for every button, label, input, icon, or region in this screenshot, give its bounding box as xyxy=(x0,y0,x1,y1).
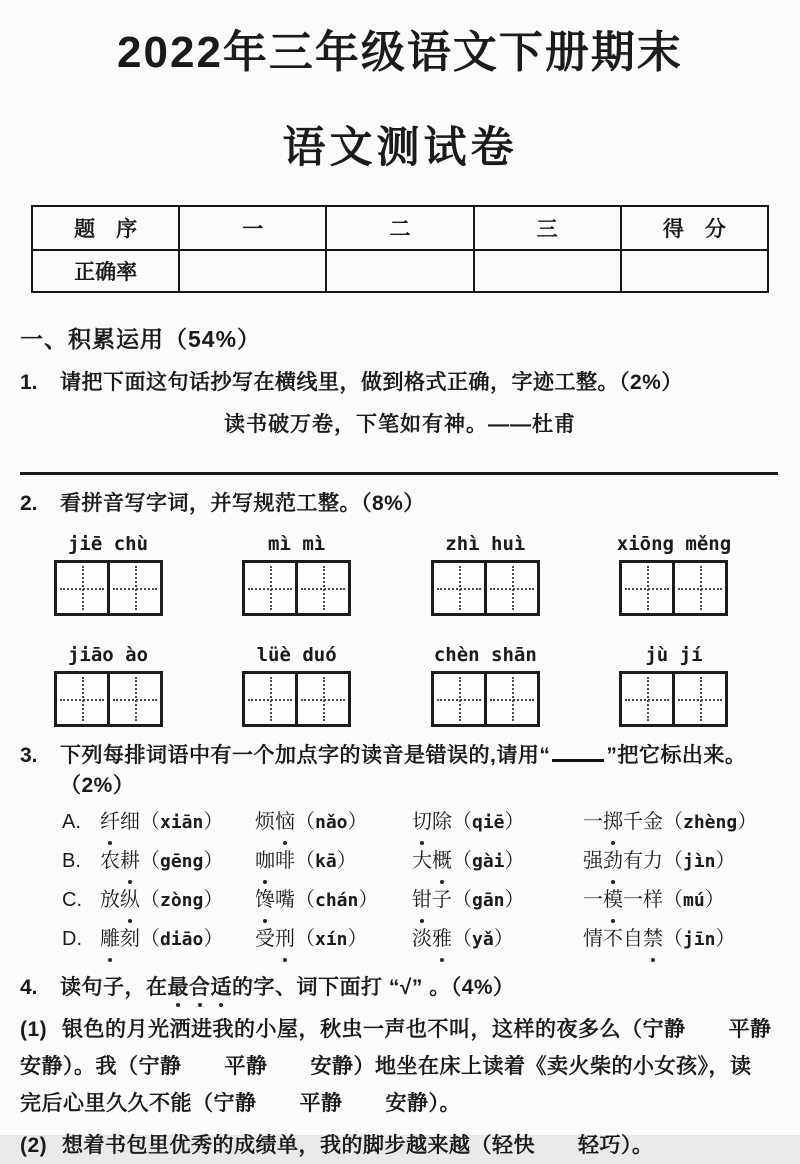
pinyin-text: gài xyxy=(472,851,505,872)
pinyin-group xyxy=(244,533,350,616)
writing-box-pair xyxy=(54,560,163,616)
choice-row xyxy=(62,803,800,842)
word-char: 农 xyxy=(100,850,120,872)
dotted-char: 最 xyxy=(168,973,190,1003)
word-char: 受 xyxy=(255,928,275,950)
pinyin-group xyxy=(55,533,161,616)
question-1-text: 请把下面这句话抄写在横线里，做到格式正确，字迹工整。（2%） xyxy=(60,371,683,394)
score-cell-empty xyxy=(621,250,768,292)
word-item xyxy=(100,842,255,881)
dotted-char: 概 xyxy=(432,842,452,880)
pinyin-annotation: （qiē） xyxy=(452,811,525,833)
writing-box-pair xyxy=(242,560,351,616)
word-char: 一 xyxy=(583,811,603,833)
pinyin-group xyxy=(432,533,538,616)
sentence-text: 完后心里久久不能（宁静 平静 安静）。 xyxy=(20,1092,461,1115)
score-header-section-1: 一 xyxy=(179,206,326,250)
choice-row xyxy=(62,842,800,881)
word-char: 自 xyxy=(623,928,643,950)
pinyin-text: jìn xyxy=(683,851,716,872)
dotted-char: 咖 xyxy=(255,842,275,880)
word-char: 一 xyxy=(623,889,643,911)
exam-title-line2: 语文测试卷 xyxy=(282,124,518,172)
tian-grid-box xyxy=(484,671,540,727)
word-item xyxy=(583,881,800,920)
question-4-text xyxy=(60,973,780,1003)
word-char: 样 xyxy=(643,889,663,911)
tian-grid-box xyxy=(242,560,298,616)
sentence-line xyxy=(20,1085,780,1122)
dotted-char: 劲 xyxy=(603,842,623,880)
answer-blank-underline xyxy=(552,743,604,762)
question-4 xyxy=(20,973,780,1003)
word-item xyxy=(412,842,583,881)
tian-grid-box xyxy=(672,671,728,727)
dotted-char: 恼 xyxy=(275,803,295,841)
question-2-text: 看拼音写字词，并写规范工整。（8%） xyxy=(60,492,425,515)
word-item xyxy=(100,803,255,842)
score-cell-empty xyxy=(326,250,473,292)
tian-grid-box xyxy=(431,560,487,616)
dotted-char: 馋 xyxy=(255,881,275,919)
question-3-text-post: ”把它标出来。（2%） xyxy=(60,744,747,797)
pinyin-label: jiē chù xyxy=(67,533,149,555)
pinyin-text: gān xyxy=(472,890,505,911)
question-2 xyxy=(20,489,780,519)
word-char: 金 xyxy=(643,811,663,833)
score-header-section-3: 三 xyxy=(474,206,621,250)
pinyin-text: nǎo xyxy=(315,812,348,833)
tian-grid-box xyxy=(295,560,351,616)
pinyin-annotation: （yǎ） xyxy=(452,928,514,950)
pinyin-annotation: （xín） xyxy=(295,928,368,950)
choice-label: B. xyxy=(62,850,81,872)
writing-box-pair xyxy=(619,671,728,727)
question-4-text-post: 的字、词下面打 “√” 。（4%） xyxy=(232,976,515,999)
pinyin-annotation: （zòng） xyxy=(140,889,224,911)
dotted-char: 钳 xyxy=(412,881,432,919)
tian-grid-box xyxy=(54,671,110,727)
word-char: 刻 xyxy=(120,928,140,950)
choice-row xyxy=(62,920,800,959)
question-1-quote: 读书破万卷，下笔如有神。——杜甫 xyxy=(224,413,576,436)
score-table xyxy=(31,205,769,293)
choice-label: C. xyxy=(62,889,82,911)
question-3-text xyxy=(60,741,780,801)
writing-box-pair xyxy=(54,671,163,727)
writing-box-pair xyxy=(242,671,351,727)
pinyin-annotation: （zhèng） xyxy=(663,811,758,833)
sentence-line xyxy=(20,1011,780,1048)
question-3-number: 3. xyxy=(20,744,38,767)
dotted-char: 雅 xyxy=(432,920,452,958)
pinyin-label: lüè duó xyxy=(256,644,337,666)
word-char: 除 xyxy=(432,811,452,833)
dotted-char: 雕 xyxy=(100,920,120,958)
word-item xyxy=(412,803,583,842)
word-item xyxy=(100,920,255,959)
pinyin-group xyxy=(244,644,350,727)
tian-grid-box xyxy=(484,560,540,616)
q3-rows xyxy=(0,803,800,959)
pinyin-text: gēng xyxy=(160,851,204,872)
pinyin-annotation: （diāo） xyxy=(140,928,224,950)
pinyin-text: zòng xyxy=(160,890,204,911)
score-table-header-row xyxy=(32,206,768,250)
pinyin-label: zhì huì xyxy=(445,533,526,555)
pinyin-group xyxy=(432,644,538,727)
score-cell-empty xyxy=(179,250,326,292)
accuracy-row-label: 正确率 xyxy=(32,250,179,292)
sub-question-label: (2) xyxy=(20,1134,48,1157)
writing-box-pair xyxy=(431,671,540,727)
score-header-score: 得 分 xyxy=(621,206,768,250)
pinyin-annotation: （jìn） xyxy=(663,850,736,872)
tian-grid-box xyxy=(107,671,163,727)
tian-grid-box xyxy=(672,560,728,616)
word-char: 放 xyxy=(100,889,120,911)
pinyin-text: xiān xyxy=(160,812,204,833)
tian-grid-box xyxy=(295,671,351,727)
word-char: 一 xyxy=(583,889,603,911)
word-char: 有 xyxy=(623,850,643,872)
pinyin-text: qiē xyxy=(472,812,505,833)
sentence-line xyxy=(20,1048,780,1085)
word-char: 情 xyxy=(583,928,603,950)
tian-grid-box xyxy=(619,560,675,616)
pinyin-annotation: （nǎo） xyxy=(295,811,368,833)
exam-title-line1: 2022年三年级语文下册期末 xyxy=(117,28,683,77)
word-item xyxy=(255,881,412,920)
word-item xyxy=(412,920,583,959)
pinyin-text: zhèng xyxy=(683,812,738,833)
q4-sub1 xyxy=(20,1011,780,1122)
pinyin-text: mú xyxy=(683,890,705,911)
pinyin-annotation: （jīn） xyxy=(663,928,736,950)
word-item xyxy=(412,881,583,920)
pinyin-row-2 xyxy=(55,644,727,727)
dotted-char: 掷 xyxy=(603,803,623,841)
pinyin-label: mì mì xyxy=(268,533,326,555)
pinyin-annotation: （kā） xyxy=(295,850,357,872)
pinyin-group xyxy=(55,644,161,727)
dotted-char: 合 xyxy=(189,973,211,1003)
sentence-text: 银色的月光洒进我的小屋，秋虫一声也不叫，这样的夜多么（宁静 平静 xyxy=(62,1018,772,1041)
question-3 xyxy=(20,741,780,801)
pinyin-annotation: （gān） xyxy=(452,889,525,911)
pinyin-text: jīn xyxy=(683,929,716,950)
writing-box-pair xyxy=(431,560,540,616)
word-char: 淡 xyxy=(412,928,432,950)
score-header-question-order: 题 序 xyxy=(32,206,179,250)
question-4-text-pre: 读句子，在 xyxy=(60,976,168,999)
question-3-text-pre: 下列每排词语中有一个加点字的读音是错误的,请用“ xyxy=(60,744,551,767)
score-cell-empty xyxy=(474,250,621,292)
section-1-heading: 一、积累运用（54%） xyxy=(20,326,262,352)
word-item xyxy=(583,920,800,959)
section-divider-line xyxy=(20,472,778,475)
q4-sub2 xyxy=(20,1127,780,1164)
score-table-accuracy-row xyxy=(32,250,768,292)
score-header-section-2: 二 xyxy=(326,206,473,250)
dotted-char: 禁 xyxy=(643,920,663,958)
word-item xyxy=(255,842,412,881)
word-char: 大 xyxy=(412,850,432,872)
pinyin-text: kā xyxy=(315,851,337,872)
pinyin-annotation: （xiān） xyxy=(140,811,224,833)
pinyin-annotation: （gēng） xyxy=(140,850,224,872)
writing-box-pair xyxy=(619,560,728,616)
choice-row xyxy=(62,881,800,920)
word-char: 强 xyxy=(583,850,603,872)
dotted-char: 刑 xyxy=(275,920,295,958)
question-4-number: 4. xyxy=(20,976,38,999)
word-char: 子 xyxy=(432,889,452,911)
tian-grid-box xyxy=(242,671,298,727)
pinyin-text: chán xyxy=(315,890,359,911)
word-char: 烦 xyxy=(255,811,275,833)
word-item xyxy=(583,803,800,842)
pinyin-row-1 xyxy=(55,533,732,616)
word-char: 千 xyxy=(623,811,643,833)
word-char: 啡 xyxy=(275,850,295,872)
tian-grid-box xyxy=(431,671,487,727)
word-item xyxy=(255,803,412,842)
dotted-char: 适 xyxy=(211,973,233,1003)
sub-question-label: (1) xyxy=(20,1018,48,1041)
word-item xyxy=(100,881,255,920)
tian-grid-box xyxy=(54,560,110,616)
word-item xyxy=(255,920,412,959)
word-char: 不 xyxy=(603,928,623,950)
dotted-char: 切 xyxy=(412,803,432,841)
pinyin-label: xiōng měng xyxy=(616,533,732,555)
word-char: 力 xyxy=(643,850,663,872)
dotted-char: 模 xyxy=(603,881,623,919)
pinyin-annotation: （mú） xyxy=(663,889,725,911)
choice-label: A. xyxy=(62,811,81,833)
sentence-text: 安静）。我（宁静 平静 安静）地坐在床上读着《卖火柴的小女孩》，读 xyxy=(20,1055,752,1078)
tian-grid-box xyxy=(107,560,163,616)
choice-label: D. xyxy=(62,928,82,950)
dotted-char: 纵 xyxy=(120,881,140,919)
pinyin-label: jiāo ào xyxy=(67,644,149,666)
tian-grid-box xyxy=(619,671,675,727)
pinyin-label: jù jí xyxy=(645,644,703,666)
dotted-char: 耕 xyxy=(120,842,140,880)
pinyin-text: xín xyxy=(315,929,348,950)
pinyin-label: chèn shān xyxy=(433,644,537,666)
pinyin-annotation: （chán） xyxy=(295,889,379,911)
word-char: 细 xyxy=(120,811,140,833)
sentence-text: 想着书包里优秀的成绩单，我的脚步越来越（轻快 轻巧）。 xyxy=(62,1134,654,1157)
q4-dotted xyxy=(168,976,233,999)
question-2-number: 2. xyxy=(20,492,38,515)
pinyin-text: diāo xyxy=(160,929,204,950)
pinyin-group xyxy=(616,533,732,616)
question-1 xyxy=(20,368,780,398)
dotted-char: 纤 xyxy=(100,803,120,841)
pinyin-group xyxy=(621,644,727,727)
pinyin-text: yǎ xyxy=(472,929,494,950)
pinyin-annotation: （gài） xyxy=(452,850,525,872)
question-1-number: 1. xyxy=(20,371,38,394)
word-item xyxy=(583,842,800,881)
word-char: 嘴 xyxy=(275,889,295,911)
